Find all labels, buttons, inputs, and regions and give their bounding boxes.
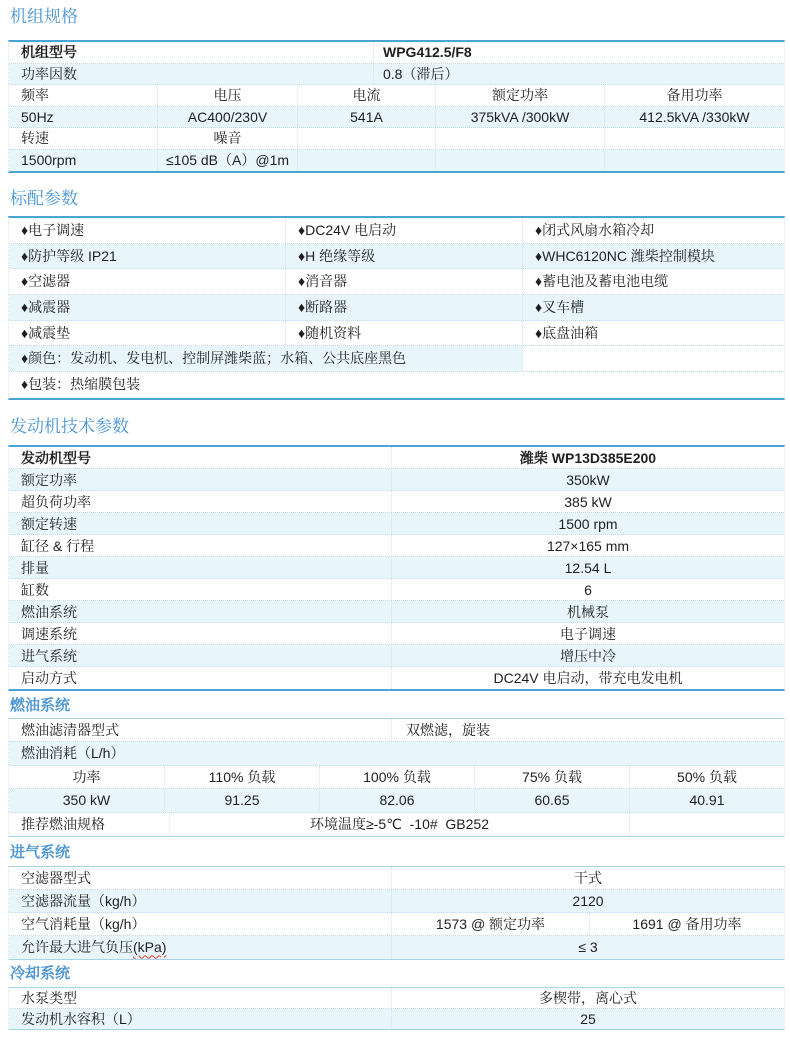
table-row xyxy=(9,218,784,244)
table-header-row xyxy=(9,766,784,790)
empty-cell xyxy=(522,346,784,371)
spec-label: 额定转速 xyxy=(21,515,77,532)
config-item: ♦空滤器 xyxy=(21,273,71,290)
section-title-cooling-system: 冷却系统 xyxy=(10,965,71,983)
noise-label: 噪音 xyxy=(157,128,297,149)
spec-value: 12.54 L xyxy=(391,557,784,578)
table-row xyxy=(9,535,784,557)
config-item: ♦闭式风扇水箱冷却 xyxy=(522,218,784,243)
packing-note: ♦包装：热缩膜包装 xyxy=(21,376,141,393)
column-header: 额定功率 xyxy=(435,85,604,106)
air-filter-type-value: 干式 xyxy=(391,867,784,889)
fuel-filter-label: 燃油滤清器型式 xyxy=(21,721,119,738)
section-title-intake-system: 进气系统 xyxy=(10,844,71,862)
standby-power-value: 412.5kVA /330kW xyxy=(604,107,784,128)
speed-label: 转速 xyxy=(21,130,49,146)
color-note: ♦颜色：发动机、发电机、控制屏潍柴蓝；水箱、公共底座黑色 xyxy=(9,346,522,371)
spec-value: 6 xyxy=(391,579,784,600)
unit-specs-table xyxy=(8,40,785,173)
spec-value: 350kW xyxy=(391,469,784,490)
fuel-spec-value: 环境温度≥-5℃ -10# GB252 xyxy=(169,813,629,837)
table-row xyxy=(9,742,784,766)
spec-label: 缸径 & 行程 xyxy=(21,537,95,554)
config-item: ♦DC24V 电启动 xyxy=(285,218,522,243)
unit-model-label: 机组型号 xyxy=(21,44,77,60)
column-header: 电压 xyxy=(157,85,297,106)
table-row xyxy=(9,321,784,347)
config-item: ♦防护等级 IP21 xyxy=(21,247,117,264)
table-row xyxy=(9,813,784,837)
air-filter-type-label: 空滤器型式 xyxy=(21,870,91,887)
spec-label: 启动方式 xyxy=(21,669,77,686)
table-row xyxy=(9,447,784,469)
table-row xyxy=(9,623,784,645)
table-row xyxy=(9,601,784,623)
table-row xyxy=(9,890,784,913)
table-row xyxy=(9,491,784,513)
water-capacity-label: 发动机水容积（L） xyxy=(21,1010,141,1027)
empty-cell xyxy=(297,128,435,149)
engine-params-table xyxy=(8,445,785,691)
fuel-filter-value: 双燃滤，旋装 xyxy=(391,719,784,742)
water-pump-label: 水泵类型 xyxy=(21,990,77,1007)
config-item: ♦电子调速 xyxy=(21,222,85,238)
voltage-value: AC400/230V xyxy=(157,107,297,128)
speed-value: 1500rpm xyxy=(21,151,77,168)
section-title-fuel-system: 燃油系统 xyxy=(10,696,71,714)
column-header: 频率 xyxy=(21,87,49,103)
load-power-value: 350 kW xyxy=(62,792,111,809)
table-row xyxy=(9,1009,784,1030)
standard-config-table xyxy=(8,216,785,400)
air-consumption-label: 空气消耗量（kg/h） xyxy=(21,916,146,933)
intake-system-table xyxy=(8,866,785,960)
spec-label: 调速系统 xyxy=(21,625,77,642)
load-50-value: 40.91 xyxy=(629,789,784,812)
table-row xyxy=(9,150,784,172)
table-row xyxy=(9,244,784,270)
config-item: ♦WHC6120NC 潍柴控制模块 xyxy=(522,244,784,269)
spec-value: DC24V 电启动，带充电发电机 xyxy=(391,667,784,689)
table-row xyxy=(9,645,784,667)
table-row xyxy=(9,667,784,689)
table-row xyxy=(9,346,784,372)
table-row xyxy=(9,719,784,743)
config-item: ♦减震器 xyxy=(21,299,71,316)
rated-power-value: 375kVA /300kW xyxy=(435,107,604,128)
empty-cell xyxy=(604,128,784,149)
cooling-system-table xyxy=(8,987,785,1030)
intake-vacuum-label-text: 允许最大进气负压 xyxy=(21,939,133,956)
table-row xyxy=(9,579,784,601)
column-header: 功率 xyxy=(72,768,101,785)
spec-label: 额定功率 xyxy=(21,471,77,488)
config-item: ♦底盘油箱 xyxy=(522,321,784,346)
table-row xyxy=(9,269,784,295)
current-value: 541A xyxy=(297,107,435,128)
engine-model-value: 潍柴 WP13D385E200 xyxy=(391,447,784,468)
spec-label: 超负荷功率 xyxy=(21,493,91,510)
load-75-value: 60.65 xyxy=(474,789,629,812)
fuel-spec-label: 推荐燃油规格 xyxy=(21,815,105,832)
power-factor-label: 功率因数 xyxy=(21,65,77,82)
frequency-value: 50Hz xyxy=(21,108,54,125)
config-item: ♦H 绝缘等级 xyxy=(285,244,522,269)
empty-cell xyxy=(435,150,604,172)
section-title-engine-params: 发动机技术参数 xyxy=(10,416,129,436)
column-header: 110% 负载 xyxy=(164,766,319,789)
spec-value: 机械泵 xyxy=(391,601,784,622)
table-row xyxy=(9,936,784,959)
column-header: 75% 负载 xyxy=(474,766,629,789)
section-title-unit-specs: 机组规格 xyxy=(10,7,78,26)
table-header-row xyxy=(9,128,784,150)
intake-vacuum-unit-misspelled: (kPa) xyxy=(133,939,167,956)
table-row xyxy=(9,295,784,321)
column-header: 备用功率 xyxy=(604,85,784,106)
column-header: 电流 xyxy=(297,85,435,106)
engine-model-label: 发动机型号 xyxy=(21,449,91,466)
table-row xyxy=(9,64,784,86)
table-row xyxy=(9,557,784,579)
air-consumption-rated: 1573 @ 额定功率 xyxy=(391,913,589,935)
config-item: ♦消音器 xyxy=(285,269,522,294)
column-header: 50% 负载 xyxy=(629,766,784,789)
intake-vacuum-value: ≤ 3 xyxy=(391,936,784,959)
spec-label: 燃油系统 xyxy=(21,603,77,620)
spec-label: 缸数 xyxy=(21,581,49,598)
spec-label: 排量 xyxy=(21,559,49,576)
table-row xyxy=(9,42,784,64)
table-row xyxy=(9,372,784,398)
spec-value: 1500 rpm xyxy=(391,513,784,534)
water-pump-value: 多楔带，离心式 xyxy=(391,988,784,1008)
empty-cell xyxy=(297,150,435,172)
water-capacity-value: 25 xyxy=(391,1009,784,1030)
intake-vacuum-label xyxy=(9,936,391,959)
spec-value: 电子调速 xyxy=(391,623,784,644)
config-item: ♦随机资料 xyxy=(285,321,522,346)
spec-value: 127×165 mm xyxy=(391,535,784,556)
air-consumption-standby: 1691 @ 备用功率 xyxy=(589,913,784,935)
empty-cell xyxy=(604,150,784,172)
spec-sheet-page xyxy=(0,6,790,1052)
table-row xyxy=(9,469,784,491)
table-row xyxy=(9,513,784,535)
fuel-consumption-label: 燃油消耗（L/h） xyxy=(21,745,125,762)
spec-value: 385 kW xyxy=(391,491,784,512)
spec-label: 进气系统 xyxy=(21,647,77,664)
table-row xyxy=(9,988,784,1009)
table-row xyxy=(9,913,784,936)
fuel-system-table xyxy=(8,718,785,838)
load-100-value: 82.06 xyxy=(319,789,474,812)
air-filter-flow-value: 2120 xyxy=(391,890,784,912)
air-filter-flow-label: 空滤器流量（kg/h） xyxy=(21,893,146,910)
config-item: ♦断路器 xyxy=(285,295,522,320)
spec-value: 增压中冷 xyxy=(391,645,784,666)
config-item: ♦蓄电池及蓄电池电缆 xyxy=(522,269,784,294)
table-header-row xyxy=(9,85,784,107)
config-item: ♦叉车槽 xyxy=(522,295,784,320)
section-title-standard-config: 标配参数 xyxy=(10,189,78,208)
unit-model-value: WPG412.5/F8 xyxy=(373,42,784,63)
load-110-value: 91.25 xyxy=(164,789,319,812)
column-header: 100% 负载 xyxy=(319,766,474,789)
power-factor-value: 0.8（滞后） xyxy=(373,64,784,85)
empty-cell xyxy=(629,813,784,837)
config-item: ♦减震垫 xyxy=(21,324,71,341)
empty-cell xyxy=(435,128,604,149)
noise-value: ≤105 dB（A）@1m xyxy=(157,150,297,172)
table-row xyxy=(9,867,784,890)
table-row xyxy=(9,789,784,813)
table-row xyxy=(9,107,784,129)
